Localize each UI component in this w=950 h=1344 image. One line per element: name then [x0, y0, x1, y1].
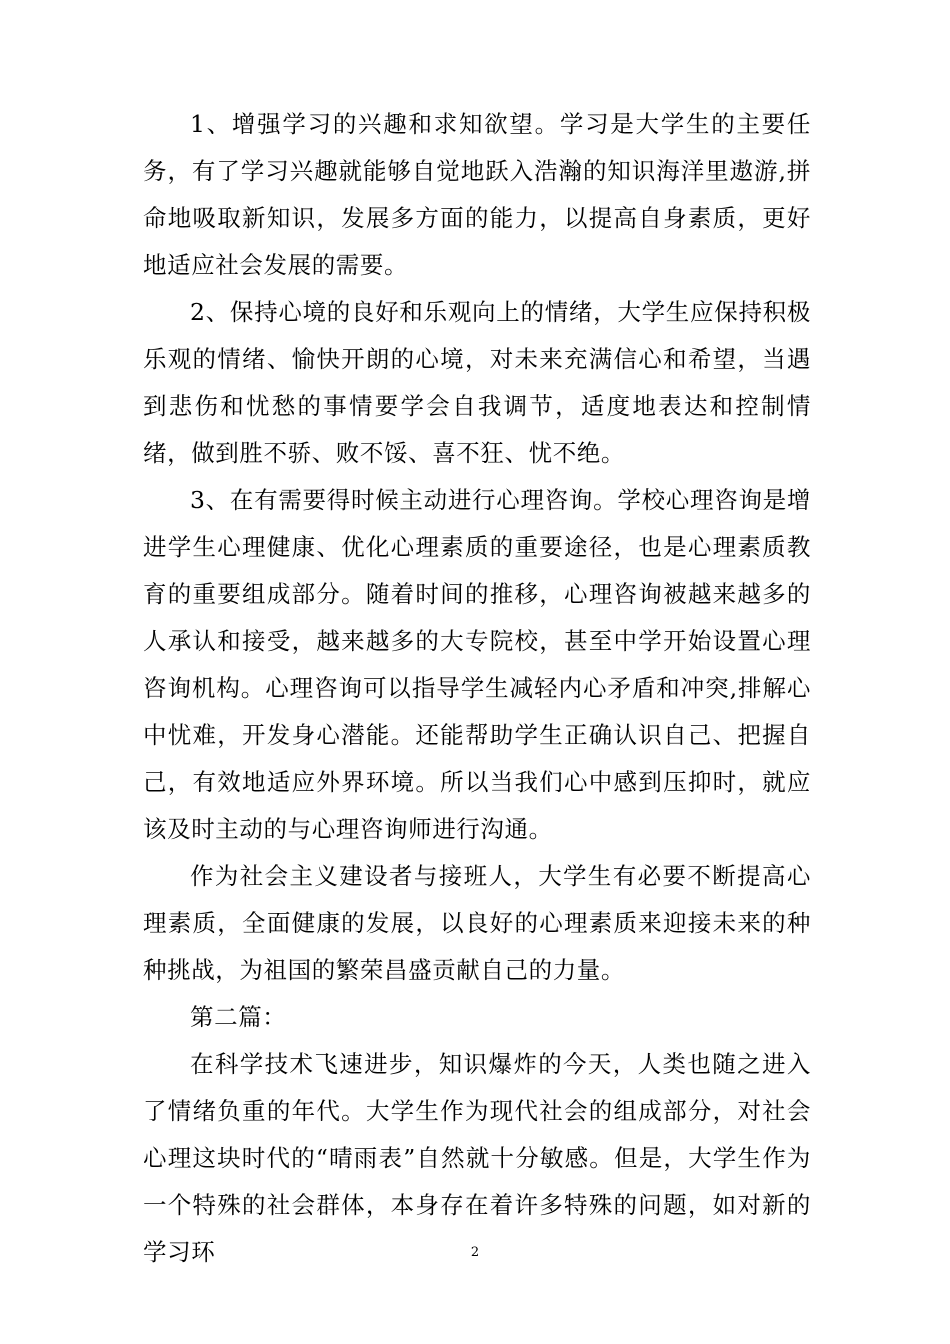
paragraph-5: 在科学技术飞速进步，知识爆炸的今天，人类也随之进入了情绪负重的年代。大学生作为现代社会的组成部分，对社会心理这块时代的“晴雨表”自然就十分敏感。但是，大学生作为一个特殊的社会群体，本身存在着许多特殊的问题，如对新的学习环 [143, 1050, 811, 1266]
document-body [143, 101, 811, 1276]
paragraph-4: 作为社会主义建设者与接班人，大学生有必要不断提高心理素质，全面健康的发展，以良好的心理素质来迎接未来的种种挑战，为祖国的繁荣昌盛贡献自己的力量。 [143, 862, 811, 984]
paragraph-3: 3、在有需要得时候主动进行心理咨询。学校心理咨询是增进学生心理健康、优化心理素质的重要途径，也是心理素质教育的重要组成部分。随着时间的推移，心理咨询被越来越多的人承认和接受，越来越多的大专院校，甚至中学开始设置心理咨询机构。心理咨询可以指导学生减轻内心矛盾和冲突,排解心中忧难，开发身心潜能。还能帮助学生正确认识自己、把握自己，有效地适应外界环境。所以当我们心中感到压抑时，就应该及时主动的与心理咨询师进行沟通。 [143, 486, 811, 843]
section-heading: 第二篇： [190, 1003, 287, 1031]
page-number: 2 [470, 1245, 480, 1260]
paragraph-1: 1、增强学习的兴趣和求知欲望。学习是大学生的主要任务，有了学习兴趣就能够自觉地跃入浩瀚的知识海洋里遨游,拼命地吸取新知识，发展多方面的能力，以提高自身素质，更好地适应社会发展的需要。 [143, 110, 811, 279]
paragraph-2: 2、保持心境的良好和乐观向上的情绪，大学生应保持积极乐观的情绪、愉快开朗的心境，对未来充满信心和希望，当遇到悲伤和忧愁的事情要学会自我调节，适度地表达和控制情绪，做到胜不骄、败不馁、喜不狂、忧不绝。 [143, 298, 811, 467]
